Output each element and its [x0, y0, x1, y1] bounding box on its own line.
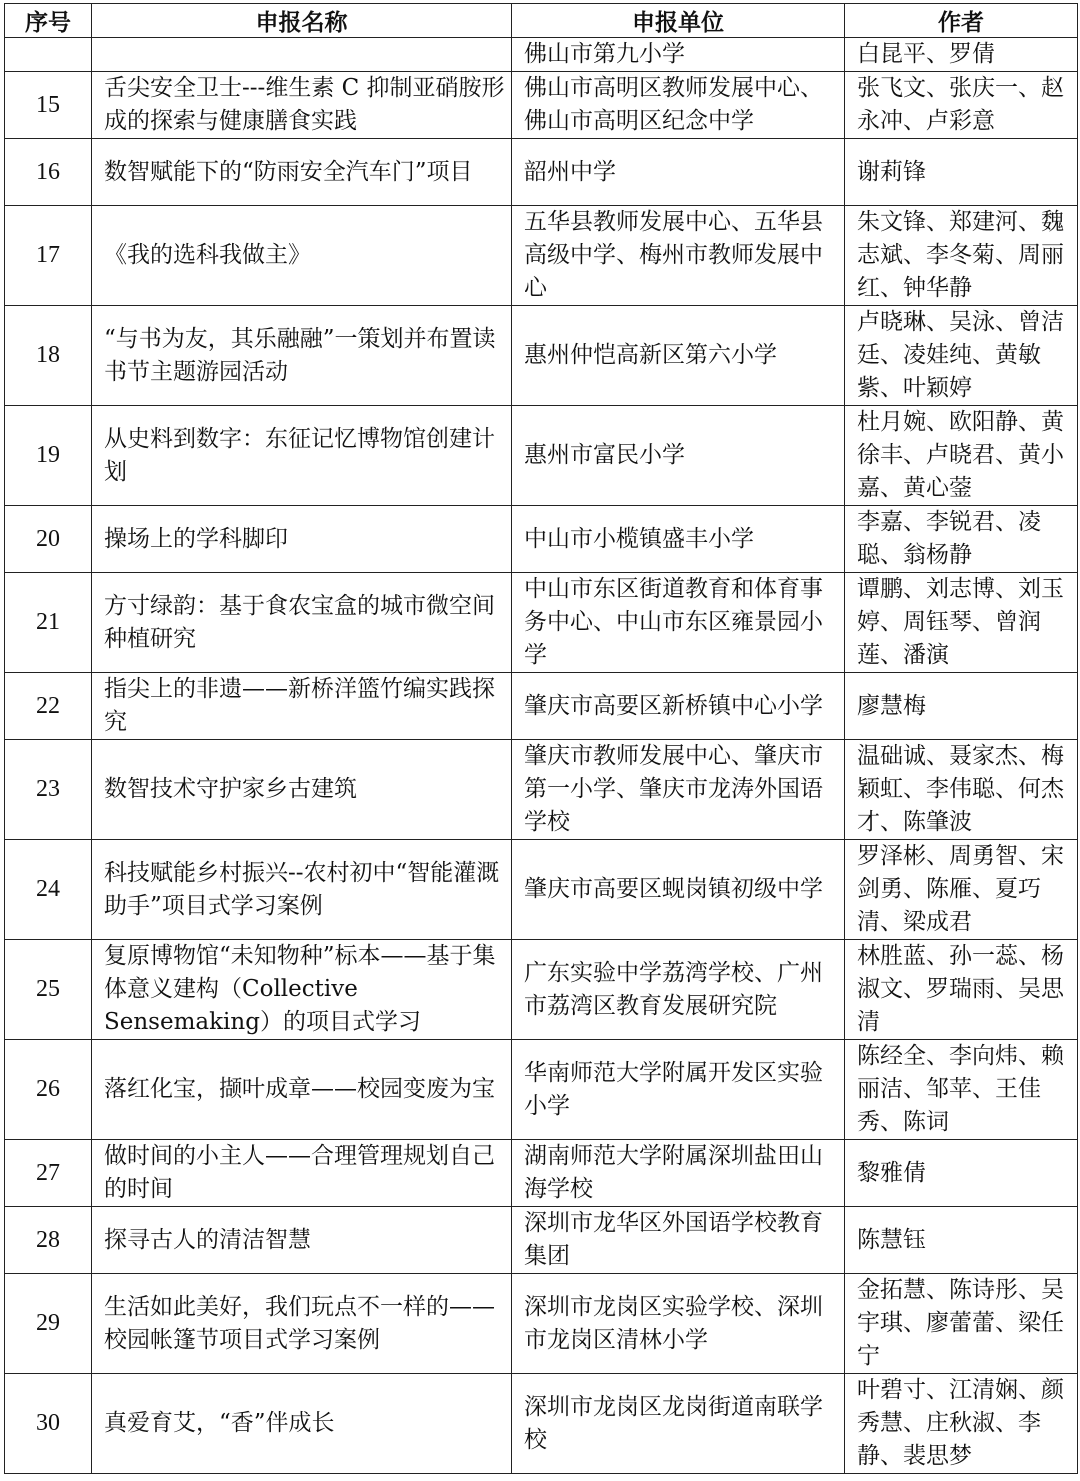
- row-index: 19: [5, 406, 92, 506]
- table-row: [5, 1140, 1078, 1207]
- header-author: 作者: [845, 4, 1078, 38]
- row-unit: 肇庆市高要区蚬岗镇初级中学: [512, 840, 845, 940]
- row-author: 卢晓琳、吴泳、曾洁廷、凌娃纯、黄敏紫、叶颖婷: [845, 306, 1078, 406]
- row-name: “与书为友，其乐融融”一策划并布置读书节主题游园活动: [92, 306, 512, 406]
- row-index: 24: [5, 840, 92, 940]
- row-author: 金拓慧、陈诗彤、吴宇琪、廖蕾蕾、梁任宁: [845, 1274, 1078, 1374]
- row-name: 复原博物馆“未知物种”标本——基于集体意义建构（Collective Sensemaking）的项目式学习: [92, 940, 512, 1040]
- row-name: [92, 38, 512, 72]
- table-row: [5, 1040, 1078, 1140]
- header-row: [5, 4, 1078, 38]
- row-name: 真爱育艾，“香”伴成长: [92, 1374, 512, 1474]
- table-row: [5, 1207, 1078, 1274]
- row-unit: 深圳市龙岗区龙岗街道南联学校: [512, 1374, 845, 1474]
- row-name: 数智技术守护家乡古建筑: [92, 740, 512, 840]
- row-author: 谢莉锋: [845, 139, 1078, 206]
- row-author: 廖慧梅: [845, 673, 1078, 740]
- table-row: [5, 840, 1078, 940]
- row-unit: 惠州市富民小学: [512, 406, 845, 506]
- row-author: 叶碧寸、江清娴、颜秀慧、庄秋淑、李静、裴思梦: [845, 1374, 1078, 1474]
- row-author: 杜月婉、欧阳静、黄徐丰、卢晓君、黄小嘉、黄心蓥: [845, 406, 1078, 506]
- row-name: 落红化宝，撷叶成章——校园变废为宝: [92, 1040, 512, 1140]
- table-row: [5, 38, 1078, 72]
- row-unit: 中山市小榄镇盛丰小学: [512, 506, 845, 573]
- row-name: 做时间的小主人——合理管理规划自己的时间: [92, 1140, 512, 1207]
- row-unit: 韶州中学: [512, 139, 845, 206]
- row-author: 白昆平、罗倩: [845, 38, 1078, 72]
- row-name: 生活如此美好，我们玩点不一样的——校园帐篷节项目式学习案例: [92, 1274, 512, 1374]
- table-row: [5, 573, 1078, 673]
- row-unit: 深圳市龙岗区实验学校、深圳市龙岗区清林小学: [512, 1274, 845, 1374]
- row-name: 《我的选科我做主》: [92, 206, 512, 306]
- row-author: 温础诚、聂家杰、梅颖虹、李伟聪、何杰才、陈肇波: [845, 740, 1078, 840]
- row-author: 陈经全、李向炜、赖丽洁、邹苹、王佳秀、陈词: [845, 1040, 1078, 1140]
- row-unit: 广东实验中学荔湾学校、广州市荔湾区教育发展研究院: [512, 940, 845, 1040]
- row-name: 探寻古人的清洁智慧: [92, 1207, 512, 1274]
- row-author: 黎雅倩: [845, 1140, 1078, 1207]
- row-name: 舌尖安全卫士---维生素 C 抑制亚硝胺形成的探索与健康膳食实践: [92, 72, 512, 139]
- row-index: 26: [5, 1040, 92, 1140]
- row-unit: 中山市东区街道教育和体育事务中心、中山市东区雍景园小学: [512, 573, 845, 673]
- row-index: 22: [5, 673, 92, 740]
- row-index: 21: [5, 573, 92, 673]
- row-index: 28: [5, 1207, 92, 1274]
- header-index: 序号: [5, 4, 92, 38]
- project-table: [4, 3, 1078, 1474]
- row-author: 朱文锋、郑建河、魏志斌、李冬菊、周丽红、钟华静: [845, 206, 1078, 306]
- table-row: [5, 740, 1078, 840]
- row-index: 20: [5, 506, 92, 573]
- row-index: 23: [5, 740, 92, 840]
- header-unit: 申报单位: [512, 4, 845, 38]
- table-row: [5, 506, 1078, 573]
- row-name: 从史料到数字：东征记忆博物馆创建计划: [92, 406, 512, 506]
- row-unit: 佛山市第九小学: [512, 38, 845, 72]
- row-index: 18: [5, 306, 92, 406]
- row-name: 科技赋能乡村振兴--农村初中“智能灌溉助手”项目式学习案例: [92, 840, 512, 940]
- row-index: 30: [5, 1374, 92, 1474]
- row-index: 29: [5, 1274, 92, 1374]
- table-row: [5, 206, 1078, 306]
- table-row: [5, 673, 1078, 740]
- row-author: 张飞文、张庆一、赵永冲、卢彩意: [845, 72, 1078, 139]
- row-unit: 肇庆市高要区新桥镇中心小学: [512, 673, 845, 740]
- row-index: 17: [5, 206, 92, 306]
- table-row: [5, 72, 1078, 139]
- table-row: [5, 139, 1078, 206]
- row-index: [5, 38, 92, 72]
- header-name: 申报名称: [92, 4, 512, 38]
- row-unit: 佛山市高明区教师发展中心、佛山市高明区纪念中学: [512, 72, 845, 139]
- row-unit: 湖南师范大学附属深圳盐田山海学校: [512, 1140, 845, 1207]
- row-name: 指尖上的非遗——新桥洋篮竹编实践探究: [92, 673, 512, 740]
- row-name: 数智赋能下的“防雨安全汽车门”项目: [92, 139, 512, 206]
- row-index: 15: [5, 72, 92, 139]
- row-author: 陈慧钰: [845, 1207, 1078, 1274]
- row-index: 16: [5, 139, 92, 206]
- row-unit: 深圳市龙华区外国语学校教育集团: [512, 1207, 845, 1274]
- row-unit: 肇庆市教师发展中心、肇庆市第一小学、肇庆市龙涛外国语学校: [512, 740, 845, 840]
- table-row: [5, 1374, 1078, 1474]
- row-unit: 五华县教师发展中心、五华县高级中学、梅州市教师发展中心: [512, 206, 845, 306]
- row-index: 25: [5, 940, 92, 1040]
- table-row: [5, 1274, 1078, 1374]
- row-unit: 惠州仲恺高新区第六小学: [512, 306, 845, 406]
- table-row: [5, 406, 1078, 506]
- row-author: 李嘉、李锐君、凌聪、翁杨静: [845, 506, 1078, 573]
- table-row: [5, 940, 1078, 1040]
- row-index: 27: [5, 1140, 92, 1207]
- row-unit: 华南师范大学附属开发区实验小学: [512, 1040, 845, 1140]
- table-row: [5, 306, 1078, 406]
- row-author: 罗泽彬、周勇智、宋剑勇、陈雁、夏巧清、梁成君: [845, 840, 1078, 940]
- row-name: 方寸绿韵：基于食农宝盒的城市微空间种植研究: [92, 573, 512, 673]
- row-name: 操场上的学科脚印: [92, 506, 512, 573]
- row-author: 谭鹏、刘志博、刘玉婷、周钰琴、曾润莲、潘演: [845, 573, 1078, 673]
- row-author: 林胜蓝、孙一蕊、杨淑文、罗瑞雨、吴思清: [845, 940, 1078, 1040]
